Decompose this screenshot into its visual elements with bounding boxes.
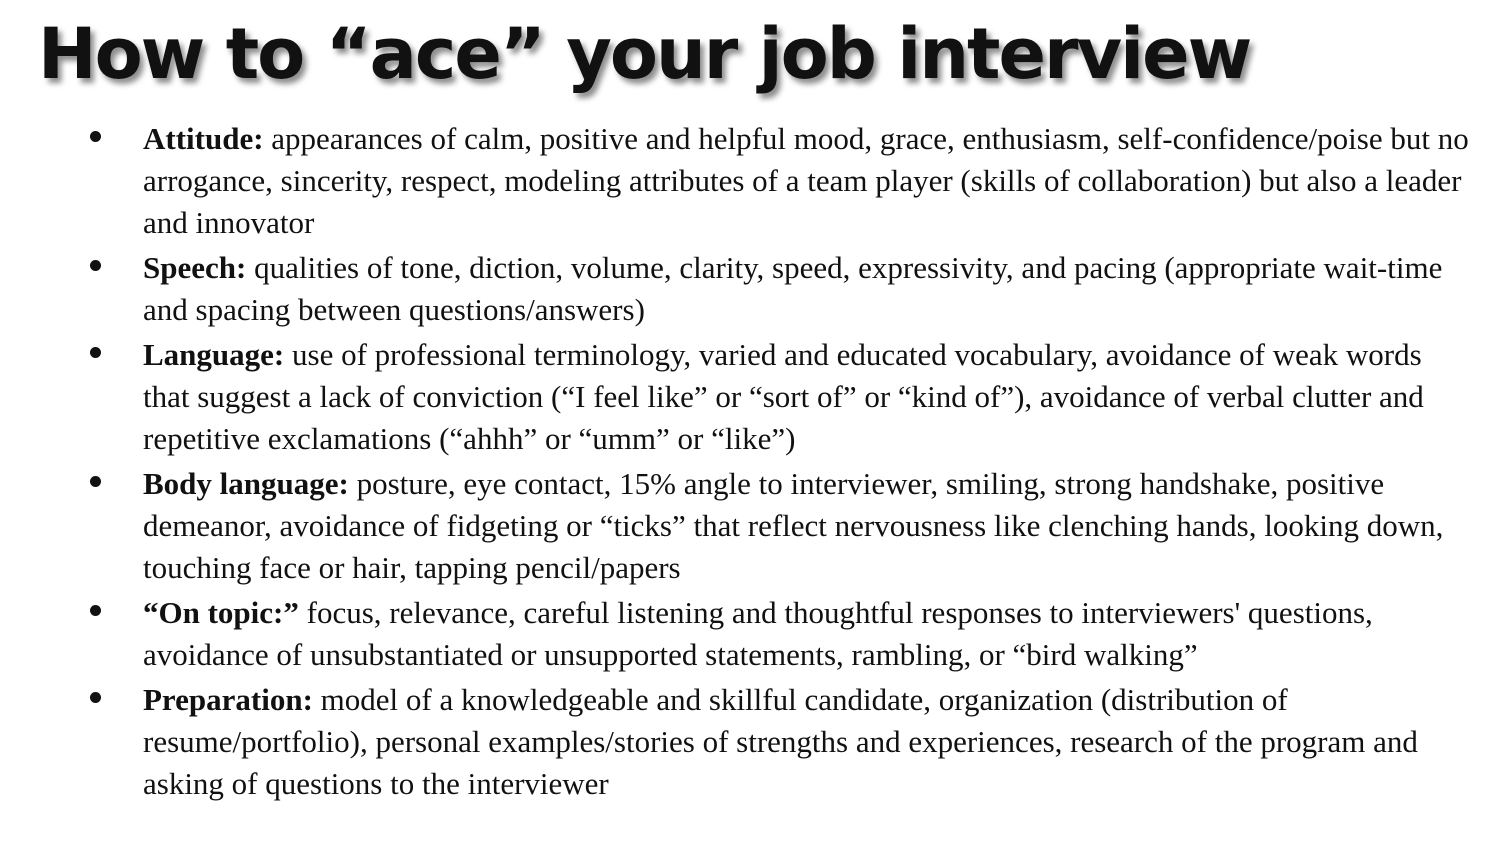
- bullet-dot-icon: [90, 347, 101, 358]
- bullet-term: Speech:: [143, 250, 247, 285]
- bullet-list: [0, 118, 1495, 808]
- bullet-text: focus, relevance, careful listening and thoughtful responses to interviewers' questions, avoidance of unsubstantiated or unsupported statements, rambling, or “bird walking”: [143, 595, 1373, 672]
- bullet-dot-icon: [90, 131, 101, 142]
- bullet-term: “On topic:”: [143, 595, 299, 630]
- bullet-text: posture, eye contact, 15% angle to interviewer, smiling, strong handshake, positive demeanor, avoidance of fidgeting or “ticks” that reflect nervousness like clenching hands, looking down, touching face or hair, tapping pencil/papers: [143, 466, 1444, 585]
- bullet-dot-icon: [90, 692, 101, 703]
- bullet-item-attitude: [0, 118, 1495, 244]
- bullet-term: Attitude:: [143, 121, 264, 156]
- bullet-dot-icon: [90, 476, 101, 487]
- bullet-item-preparation: [0, 679, 1495, 805]
- bullet-item-language: [0, 334, 1495, 460]
- bullet-dot-icon: [90, 605, 101, 616]
- slide-title: How to “ace” your job interview: [38, 13, 1251, 95]
- bullet-term: Preparation:: [143, 682, 313, 717]
- bullet-item-speech: [0, 247, 1495, 331]
- bullet-term: Language:: [143, 337, 285, 372]
- bullet-dot-icon: [90, 260, 101, 271]
- bullet-text: model of a knowledgeable and skillful candidate, organization (distribution of resume/portfolio), personal examples/stories of strengths and experiences, research of the program and asking of questions to the interviewer: [143, 682, 1418, 801]
- bullet-term: Body language:: [143, 466, 349, 501]
- bullet-item-on-topic: [0, 592, 1495, 676]
- bullet-text: use of professional terminology, varied and educated vocabulary, avoidance of weak words that suggest a lack of conviction (“I feel like” or “sort of” or “kind of”), avoidance of verbal clutter and repetitive exclamations (“ahhh” or “umm” or “like”): [143, 337, 1424, 456]
- bullet-item-body-language: [0, 463, 1495, 589]
- bullet-text: appearances of calm, positive and helpful mood, grace, enthusiasm, self-confidence/poise but no arrogance, sincerity, respect, modeling attributes of a team player (skills of collaboration) but also a leader and innovator: [143, 121, 1469, 240]
- bullet-text: qualities of tone, diction, volume, clarity, speed, expressivity, and pacing (appropriate wait-time and spacing between questions/answers): [143, 250, 1443, 327]
